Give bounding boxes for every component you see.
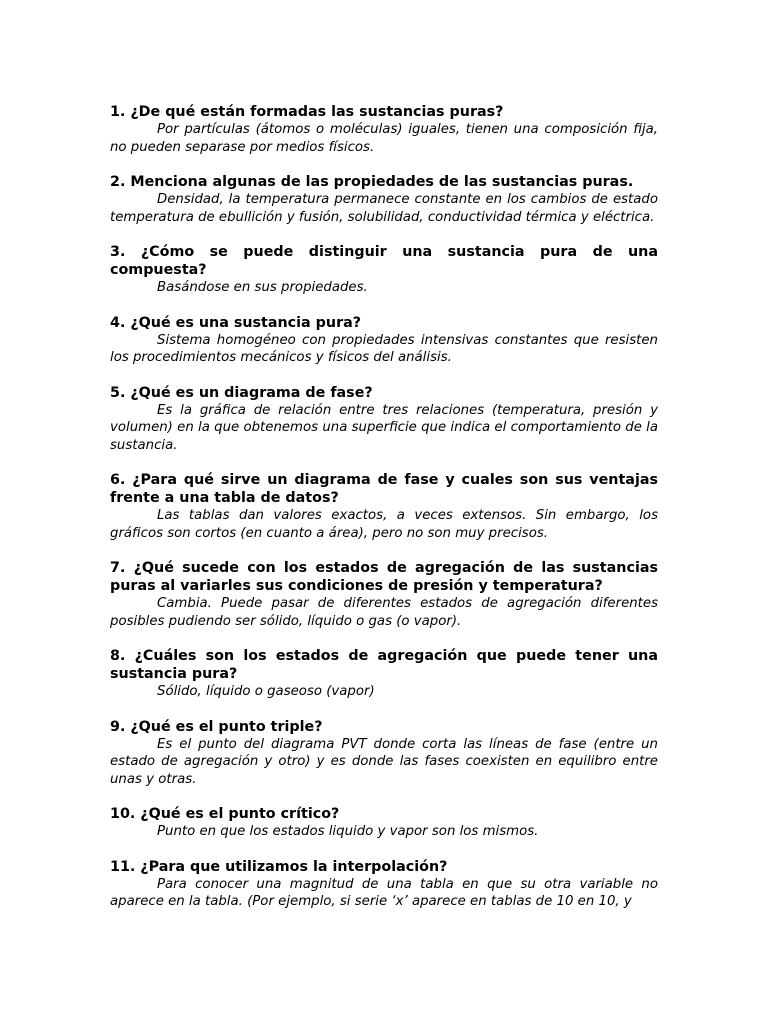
qa-item-8 [110,647,658,701]
answer-10: Punto en que los estados liquido y vapor son los mismos. [157,824,539,839]
answer-6: Las tablas dan valores exactos, a veces extensos. Sin embargo, los gráficos son cortos (en cuanto a área), pero no son muy precisos. [110,508,658,541]
answer-9: Es el punto del diagrama PVT donde corta las líneas de fase (entre un estado de agregación y otro) y es donde las fases coexisten en equilibro entre unas y otras. [110,736,658,787]
answer-11: Para conocer una magnitud de una tabla en que su otra variable no aparece en la tabla. (Por ejemplo, si serie ‘x’ aparece en tablas de 10 en 10, y [110,876,658,909]
answer-7: Cambia. Puede pasar de diferentes estados de agregación diferentes posibles pudiendo ser sólido, líquido o gas (o vapor). [110,596,658,629]
question-7: 7. ¿Qué sucede con los estados de agregación de las sustancias puras al variarles sus condiciones de presión y temperatura? [110,560,658,594]
answer-4: Sistema homogéneo con propiedades intensivas constantes que resisten los procedimientos mecánicos y físicos del análisis. [110,332,658,365]
qa-item-4 [110,314,658,367]
qa-item-10 [110,805,658,841]
document-page [110,103,658,928]
qa-item-3 [110,243,658,297]
qa-item-7 [110,559,658,630]
answer-2: Densidad, la temperatura permanece constante en los cambios de estado temperatura de ebullición y fusión, solubilidad, conductividad térmica y eléctrica. [110,192,658,225]
qa-item-5 [110,384,658,455]
question-11: 11. ¿Para que utilizamos la interpolación? [110,858,448,875]
question-9: 9. ¿Qué es el punto triple? [110,718,323,735]
qa-item-2 [110,173,658,226]
question-8: 8. ¿Cuáles son los estados de agregación que puede tener una sustancia pura? [110,648,658,682]
question-1: 1. ¿De qué están formadas las sustancias puras? [110,104,504,120]
qa-item-6 [110,471,658,542]
question-5: 5. ¿Qué es un diagrama de fase? [110,384,373,401]
answer-3: Basándose en sus propiedades. [157,280,368,295]
question-2: 2. Menciona algunas de las propiedades de las sustancias puras. [110,174,634,190]
answer-5: Es la gráfica de relación entre tres relaciones (temperatura, presión y volumen) en la que obtenemos una superficie que indica el comportamiento de la sustancia. [110,402,658,453]
question-4: 4. ¿Qué es una sustancia pura? [110,314,362,331]
answer-8: Sólido, líquido o gaseoso (vapor) [157,684,375,699]
qa-item-11 [110,858,658,911]
answer-1: Por partículas (átomos o moléculas) iguales, tienen una composición fija, no pueden separase por medios físicos. [110,122,658,155]
qa-item-9 [110,718,658,789]
question-10: 10. ¿Qué es el punto crítico? [110,806,340,822]
question-3: 3. ¿Cómo se puede distinguir una sustancia pura de una compuesta? [110,244,658,278]
qa-item-1 [110,103,658,156]
question-6: 6. ¿Para qué sirve un diagrama de fase y cuales son sus ventajas frente a una tabla de datos? [110,472,658,506]
